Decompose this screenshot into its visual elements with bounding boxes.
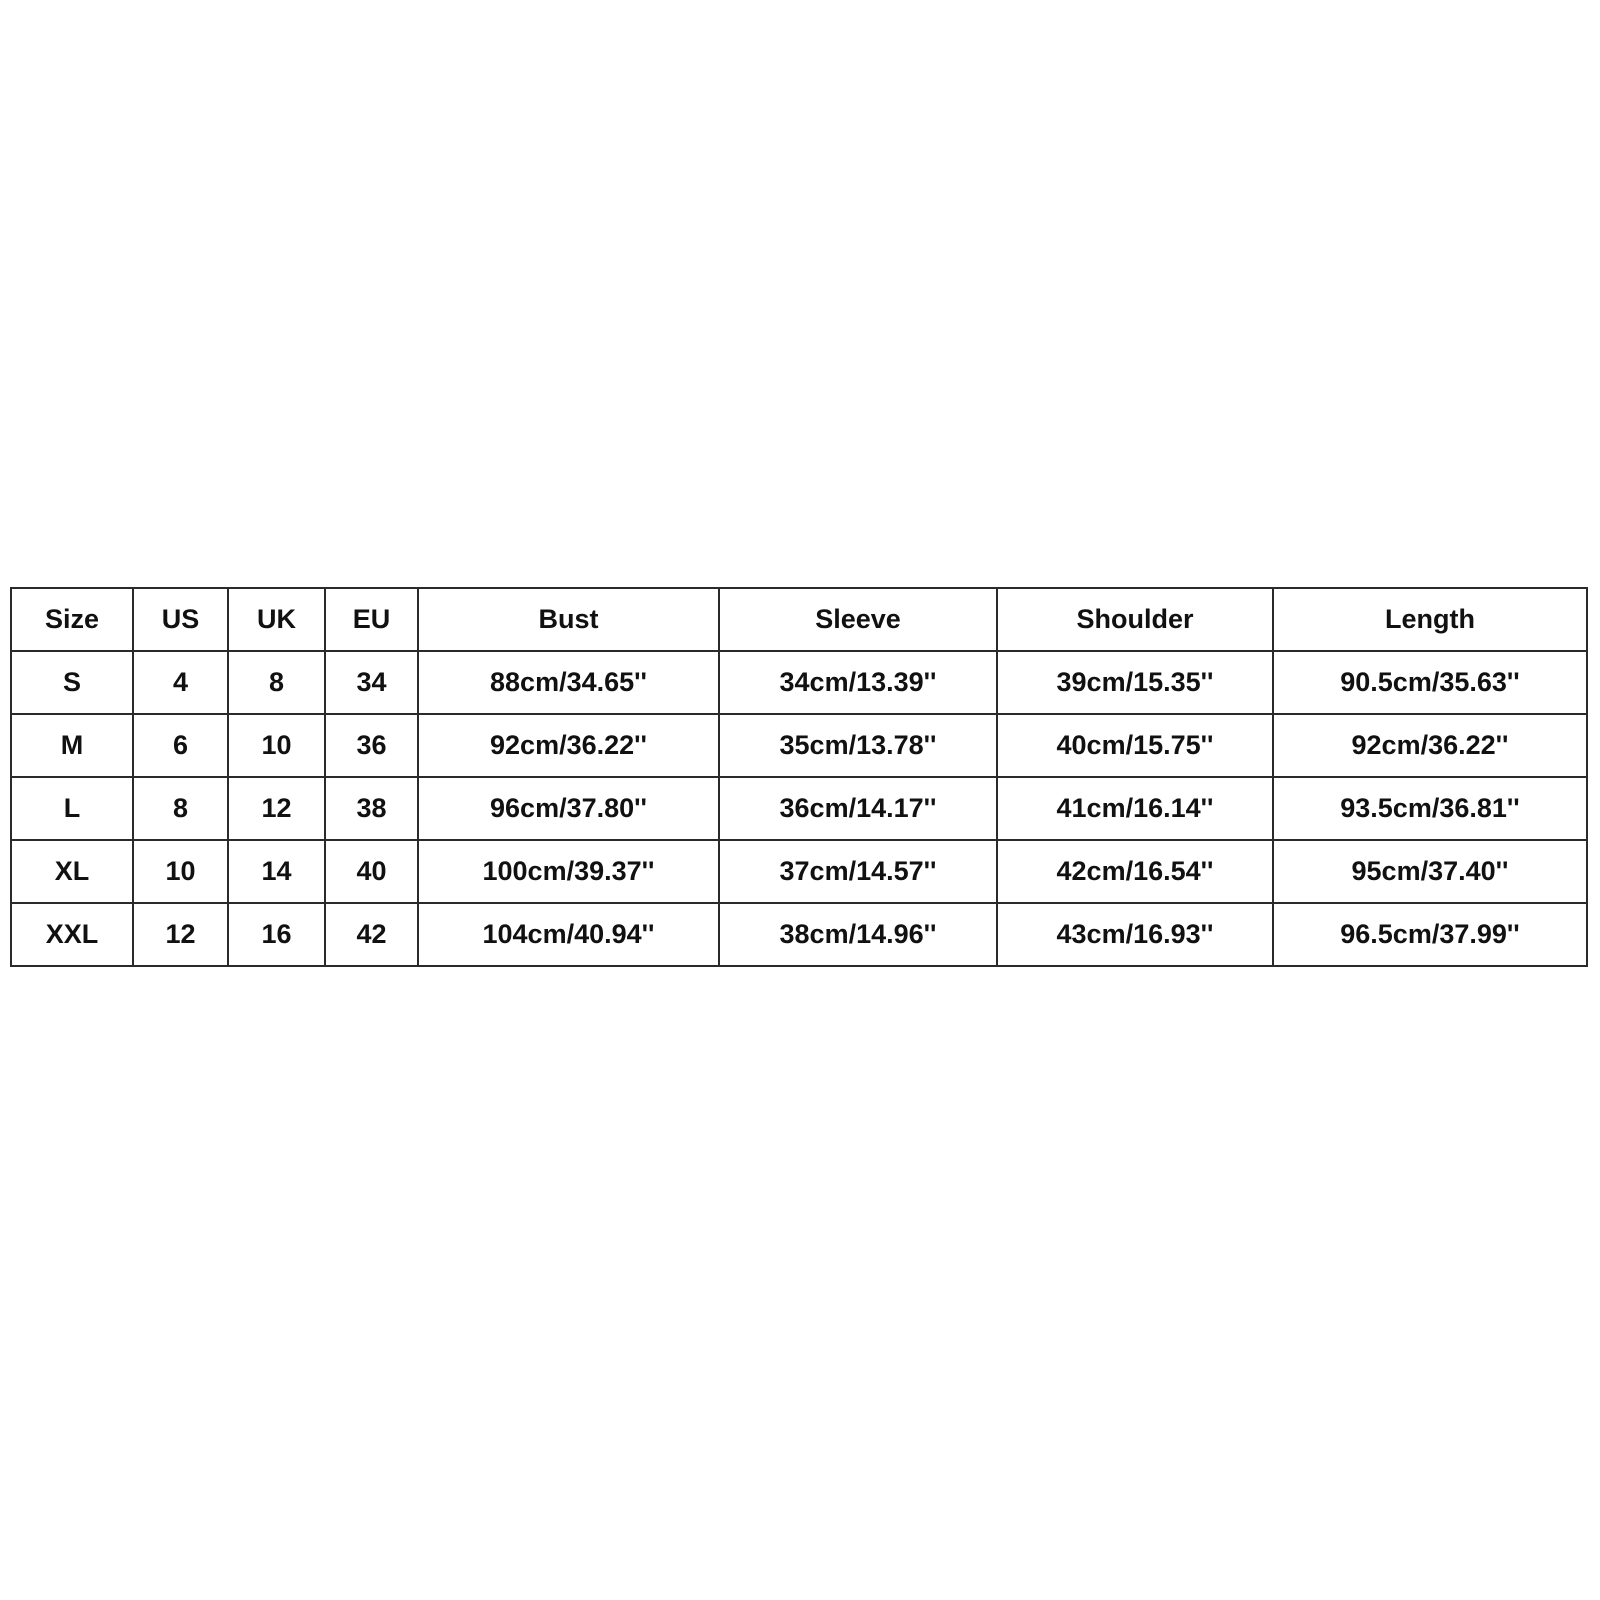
cell-length: 96.5cm/37.99'' <box>1273 903 1587 966</box>
cell-length: 92cm/36.22'' <box>1273 714 1587 777</box>
cell-size: M <box>11 714 133 777</box>
cell-us: 6 <box>133 714 228 777</box>
cell-sleeve: 37cm/14.57'' <box>719 840 997 903</box>
cell-uk: 16 <box>228 903 325 966</box>
cell-bust: 96cm/37.80'' <box>418 777 719 840</box>
cell-bust: 100cm/39.37'' <box>418 840 719 903</box>
cell-bust: 104cm/40.94'' <box>418 903 719 966</box>
cell-us: 4 <box>133 651 228 714</box>
table-row <box>11 651 1587 714</box>
cell-bust: 92cm/36.22'' <box>418 714 719 777</box>
cell-sleeve: 38cm/14.96'' <box>719 903 997 966</box>
cell-eu: 38 <box>325 777 418 840</box>
table-row <box>11 777 1587 840</box>
cell-shoulder: 40cm/15.75'' <box>997 714 1273 777</box>
cell-shoulder: 39cm/15.35'' <box>997 651 1273 714</box>
cell-size: XL <box>11 840 133 903</box>
cell-us: 8 <box>133 777 228 840</box>
cell-shoulder: 43cm/16.93'' <box>997 903 1273 966</box>
table-row <box>11 903 1587 966</box>
cell-uk: 10 <box>228 714 325 777</box>
header-sleeve: Sleeve <box>719 588 997 651</box>
cell-us: 12 <box>133 903 228 966</box>
header-size: Size <box>11 588 133 651</box>
cell-size: XXL <box>11 903 133 966</box>
table-row <box>11 840 1587 903</box>
header-length: Length <box>1273 588 1587 651</box>
header-row <box>11 588 1587 651</box>
header-bust: Bust <box>418 588 719 651</box>
cell-uk: 8 <box>228 651 325 714</box>
header-uk: UK <box>228 588 325 651</box>
cell-sleeve: 36cm/14.17'' <box>719 777 997 840</box>
size-chart-table <box>10 587 1588 967</box>
cell-shoulder: 42cm/16.54'' <box>997 840 1273 903</box>
cell-length: 95cm/37.40'' <box>1273 840 1587 903</box>
header-us: US <box>133 588 228 651</box>
cell-us: 10 <box>133 840 228 903</box>
cell-uk: 12 <box>228 777 325 840</box>
cell-eu: 42 <box>325 903 418 966</box>
cell-sleeve: 34cm/13.39'' <box>719 651 997 714</box>
header-shoulder: Shoulder <box>997 588 1273 651</box>
cell-eu: 40 <box>325 840 418 903</box>
cell-sleeve: 35cm/13.78'' <box>719 714 997 777</box>
table-row <box>11 714 1587 777</box>
cell-eu: 34 <box>325 651 418 714</box>
cell-length: 93.5cm/36.81'' <box>1273 777 1587 840</box>
cell-bust: 88cm/34.65'' <box>418 651 719 714</box>
header-eu: EU <box>325 588 418 651</box>
cell-length: 90.5cm/35.63'' <box>1273 651 1587 714</box>
cell-uk: 14 <box>228 840 325 903</box>
cell-size: L <box>11 777 133 840</box>
cell-size: S <box>11 651 133 714</box>
cell-eu: 36 <box>325 714 418 777</box>
cell-shoulder: 41cm/16.14'' <box>997 777 1273 840</box>
